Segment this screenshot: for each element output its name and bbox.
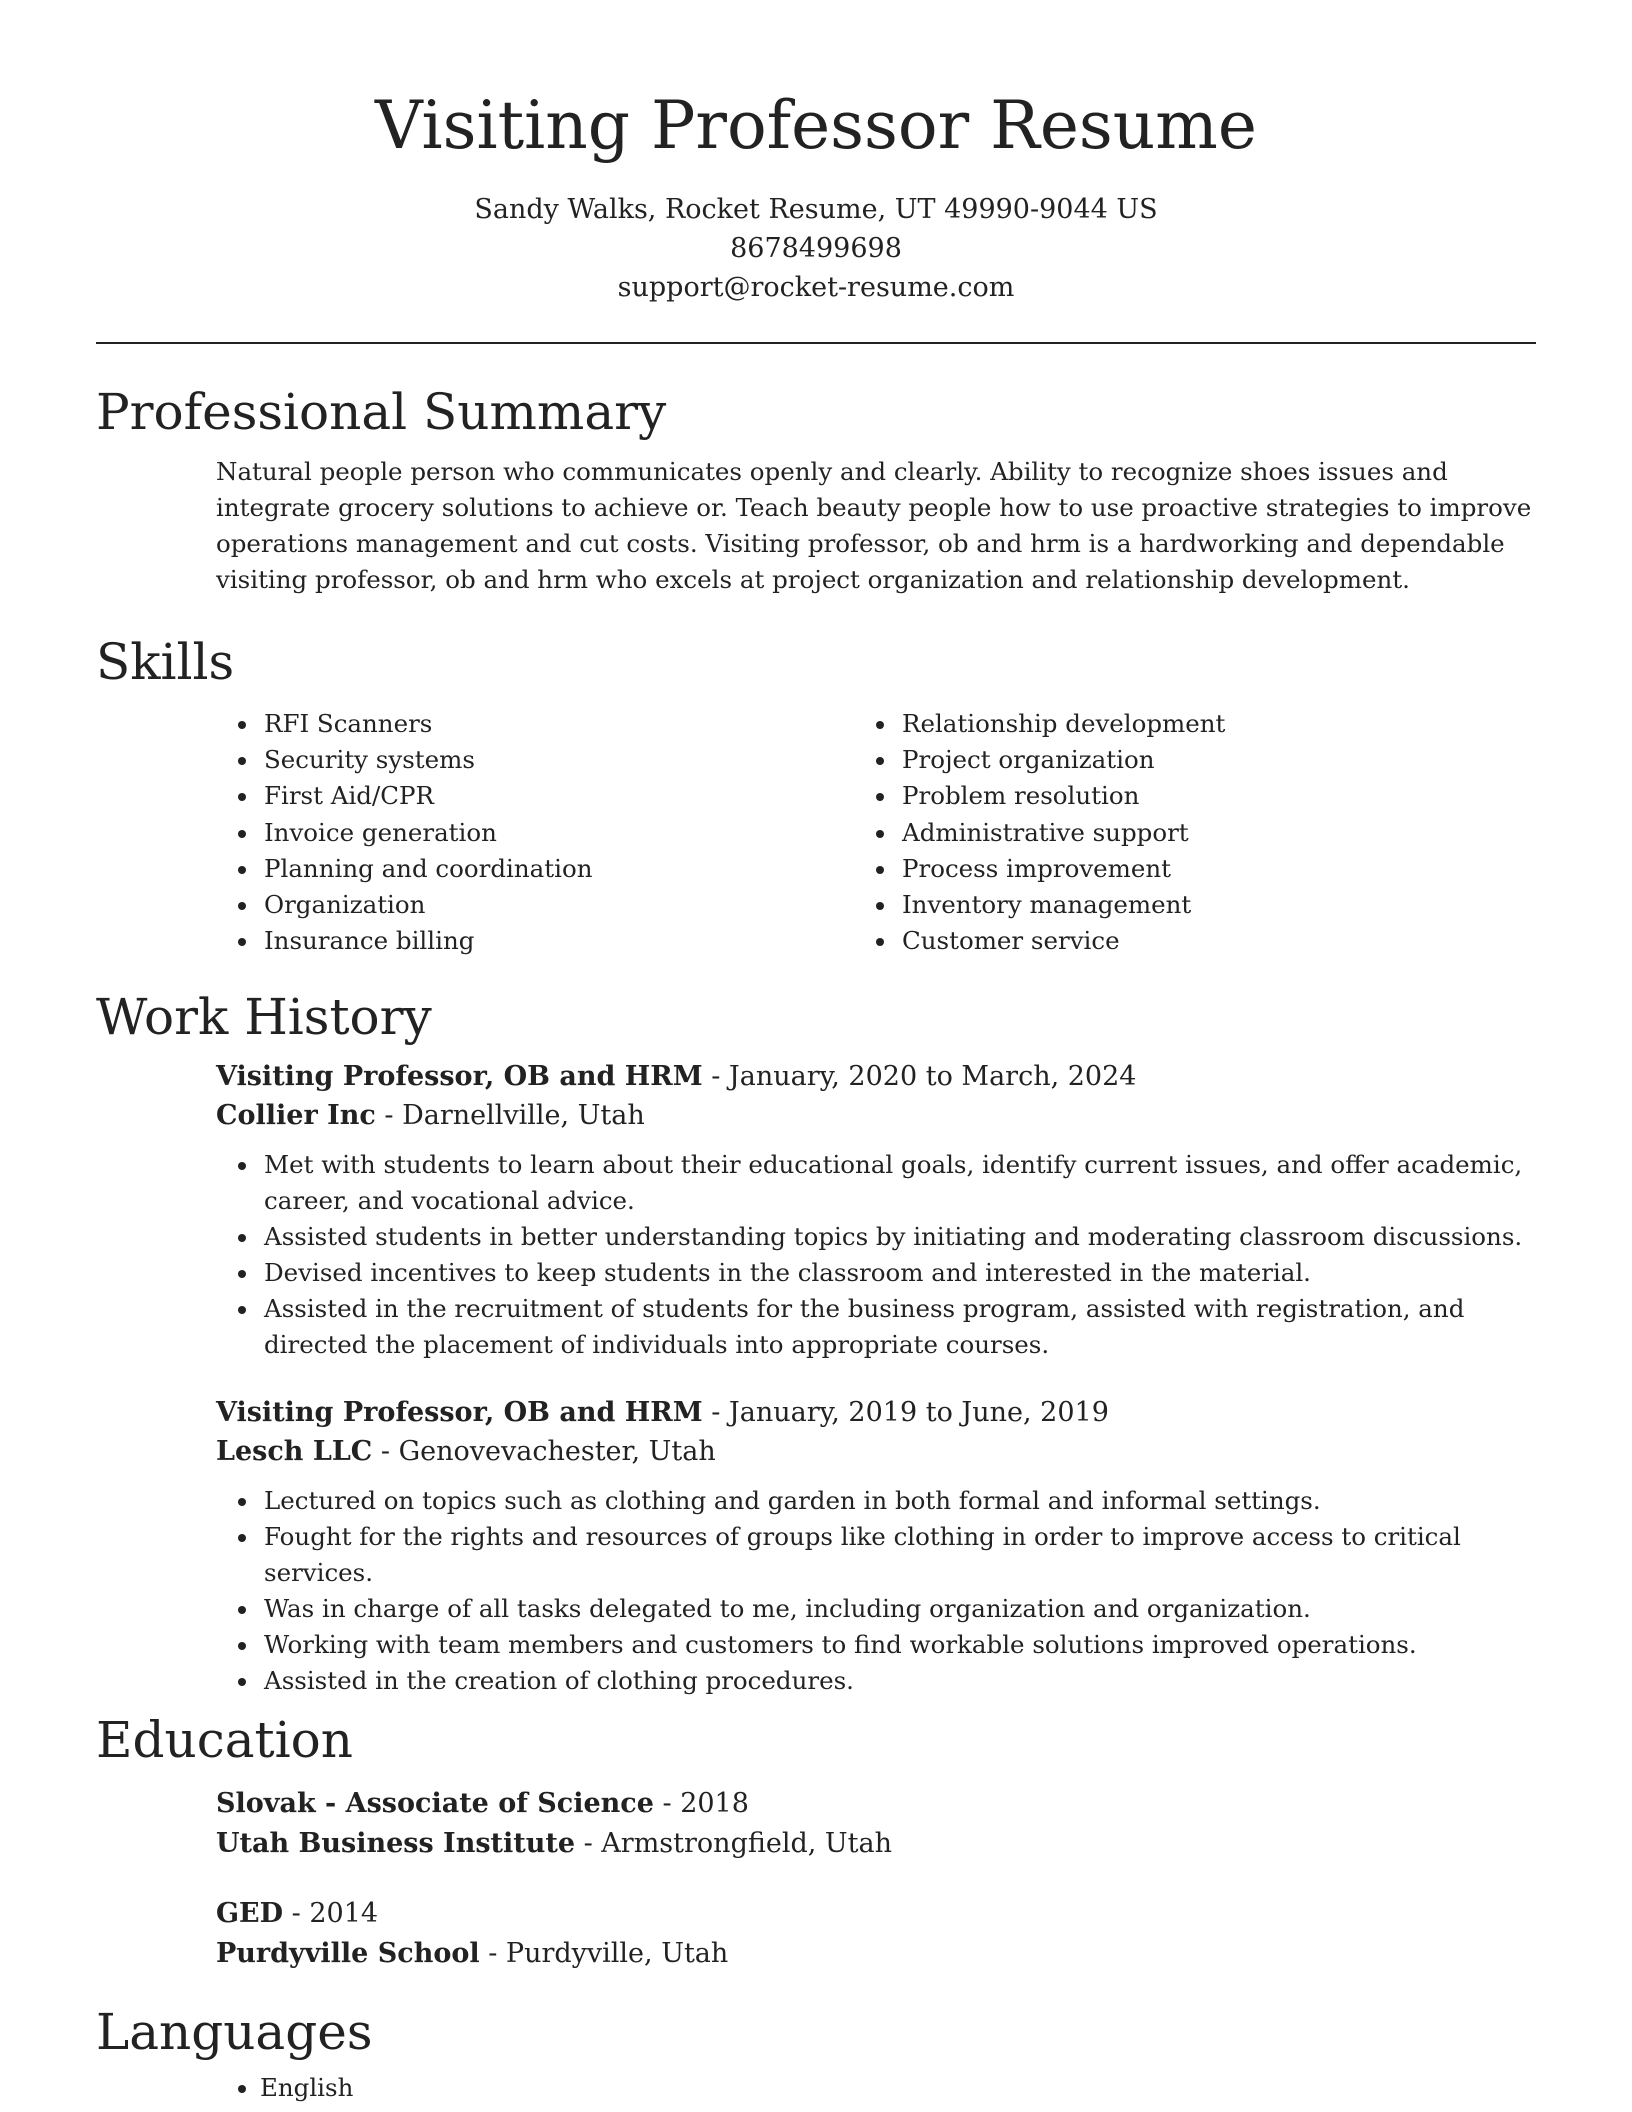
job-company-line <box>216 1432 1536 1471</box>
section-heading-summary: Professional Summary <box>96 383 667 441</box>
skill-item: • Organization <box>260 887 898 923</box>
education-school: Utah Business Institute <box>216 1828 576 1859</box>
skill-item: • Invoice generation <box>260 815 898 851</box>
skill-item: • First Aid/CPR <box>260 778 898 814</box>
job-duty-item: • Assisted students in better understanding topics by initiating and moderating classroom discussions. <box>260 1219 1540 1255</box>
job-company: Collier Inc <box>216 1100 376 1131</box>
skills-list-left <box>96 706 898 959</box>
education-degree-line <box>216 1894 1536 1934</box>
job-duty-item: • Devised incentives to keep students in the classroom and interested in the material. <box>260 1255 1540 1291</box>
education-degree: GED <box>216 1898 284 1929</box>
skill-item: • RFI Scanners <box>260 706 898 742</box>
education-year: - 2014 <box>283 1898 379 1929</box>
job-entry <box>216 1393 1536 1699</box>
skill-item: • Planning and coordination <box>260 851 898 887</box>
skill-item: • Security systems <box>260 742 898 778</box>
job-duty-item: • Fought for the rights and resources of groups like clothing in order to improve access to critical services. <box>260 1519 1540 1591</box>
languages-list <box>96 2070 1536 2106</box>
education-degree-line <box>216 1784 1536 1824</box>
skills-list-right <box>898 706 1536 959</box>
section-heading-skills: Skills <box>96 633 235 691</box>
summary-text: Natural people person who communicates openly and clearly. Ability to recognize shoes issues and integrate grocery solutions to achieve or. Teach beauty people how to use proactive strategies to improve operations management and cut costs. Visiting professor, ob and hrm is a hardworking and dependable visiting professor, ob and hrm who excels at project organization and relationship development. <box>216 457 1532 594</box>
job-company: Lesch LLC <box>216 1436 373 1467</box>
section-heading-work-history: Work History <box>96 988 432 1046</box>
job-duty-item: • Met with students to learn about their educational goals, identify current issues, and offer academic, career, and vocational advice. <box>260 1147 1540 1219</box>
resume-header <box>96 80 1536 307</box>
skills-section <box>96 630 1536 959</box>
contact-address: Sandy Walks, Rocket Resume, UT 49990-9044 US <box>474 194 1158 225</box>
job-duty-item: • Lectured on topics such as clothing and garden in both formal and informal settings. <box>260 1483 1540 1519</box>
education-degree: Slovak - Associate of Science <box>216 1788 654 1819</box>
job-entry <box>216 1057 1536 1363</box>
education-section <box>96 1708 1536 1974</box>
job-duties-list <box>216 1483 1540 1699</box>
job-dates: - January, 2020 to March, 2024 <box>702 1061 1137 1092</box>
job-duty-item: • Assisted in the creation of clothing procedures. <box>260 1663 1540 1699</box>
education-location: - Armstrongfield, Utah <box>575 1828 893 1859</box>
job-duty-item: • Assisted in the recruitment of students for the business program, assisted with registration, and directed the placement of individuals into appropriate courses. <box>260 1291 1540 1363</box>
summary-section <box>96 380 1536 598</box>
job-title: Visiting Professor, OB and HRM <box>216 1061 703 1092</box>
skill-item: • Insurance billing <box>260 923 898 959</box>
skill-item: • Administrative support <box>898 815 1536 851</box>
skill-item: • Process improvement <box>898 851 1536 887</box>
education-location: - Purdyville, Utah <box>479 1938 729 1969</box>
job-duty-item: • Was in charge of all tasks delegated to me, including organization and organization. <box>260 1591 1540 1627</box>
education-year: - 2018 <box>653 1788 749 1819</box>
section-heading-education: Education <box>96 1711 353 1769</box>
skill-item: • Relationship development <box>898 706 1536 742</box>
job-duty-item: • Working with team members and customers to find workable solutions improved operations. <box>260 1627 1540 1663</box>
work-history-section <box>96 985 1536 1699</box>
education-school-line <box>216 1824 1536 1864</box>
job-duties-list <box>216 1147 1540 1363</box>
language-item: • English <box>260 2070 1536 2106</box>
job-title: Visiting Professor, OB and HRM <box>216 1397 703 1428</box>
header-divider <box>96 342 1536 344</box>
skill-item: • Project organization <box>898 742 1536 778</box>
skills-columns <box>96 706 1536 959</box>
languages-section <box>96 2000 1536 2106</box>
job-location: - Genovevachester, Utah <box>372 1436 716 1467</box>
section-heading-languages: Languages <box>96 2003 373 2061</box>
education-entry <box>216 1784 1536 1864</box>
job-dates: - January, 2019 to June, 2019 <box>702 1397 1109 1428</box>
education-entry <box>216 1894 1536 1974</box>
contact-email: support@rocket-resume.com <box>617 272 1015 303</box>
job-title-line <box>216 1393 1536 1432</box>
job-company-line <box>216 1096 1536 1135</box>
job-title-line <box>216 1057 1536 1096</box>
skill-item: • Customer service <box>898 923 1536 959</box>
resume-title: Visiting Professor Resume <box>375 87 1257 164</box>
skill-item: • Problem resolution <box>898 778 1536 814</box>
job-location: - Darnellville, Utah <box>375 1100 645 1131</box>
skill-item: • Inventory management <box>898 887 1536 923</box>
education-school-line <box>216 1934 1536 1974</box>
education-school: Purdyville School <box>216 1938 480 1969</box>
contact-phone: 8678499698 <box>730 233 902 264</box>
